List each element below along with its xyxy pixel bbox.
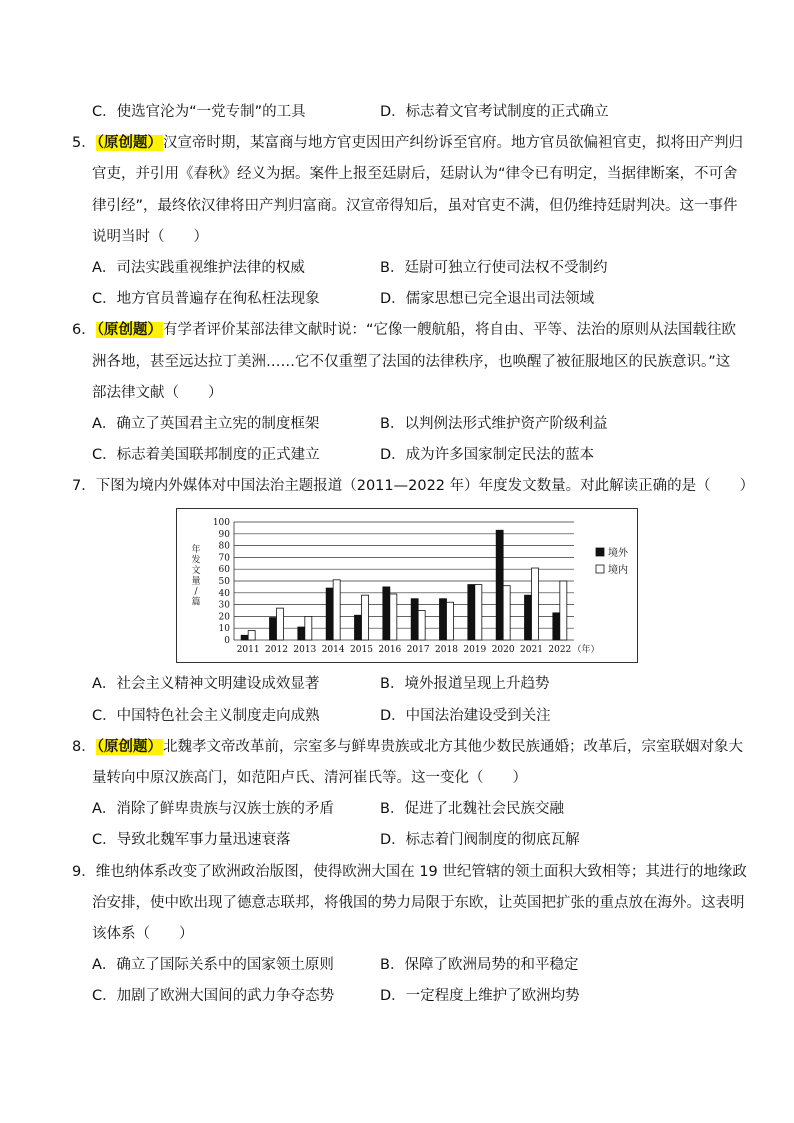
y-axis-label-char: / xyxy=(194,587,198,597)
y-tick-label: 100 xyxy=(212,518,230,528)
q6-option-b: B．以判例法形式维护资产阶级利益 xyxy=(380,416,608,432)
q9-stem-line3: 该体系（ ） xyxy=(92,926,194,942)
chart-svg xyxy=(176,508,638,663)
q8-option-d: D．标志着门阀制度的彻底瓦解 xyxy=(380,832,580,848)
q5-stem-line1: 汉宣帝时期，某富商与地方官吏因田产纠纷诉至官府。地方官员欲偏袒官吏，拟将田产判归 xyxy=(162,135,743,151)
q6-number: 6． xyxy=(72,322,96,338)
y-axis-label-char: 篇 xyxy=(191,597,201,608)
bar-domestic xyxy=(333,580,340,640)
y-tick-label: 0 xyxy=(224,636,230,646)
y-tick-label: 50 xyxy=(218,577,230,587)
q5-stem-line4: 说明当时（ ） xyxy=(92,229,208,245)
bar-domestic xyxy=(447,602,454,640)
bar-domestic xyxy=(277,608,284,640)
x-tick-label: 2013 xyxy=(293,645,317,655)
bar-domestic xyxy=(418,611,425,641)
y-axis-label-char: 年 xyxy=(191,545,201,555)
bar-overseas xyxy=(326,588,333,640)
q6-stem-line3: 部法律文献（ ） xyxy=(92,385,223,401)
q5-option-d: D．儒家思想已完全退出司法领域 xyxy=(380,291,595,307)
q9-option-c: C．加剧了欧洲大国间的武力争夺态势 xyxy=(92,988,335,1004)
q4-option-d: D．标志着文官考试制度的正式确立 xyxy=(380,104,609,120)
legend-swatch xyxy=(596,548,604,556)
bar-overseas xyxy=(355,615,362,640)
bar-domestic xyxy=(560,581,567,640)
q6-option-d: D．成为许多国家制定民法的蓝本 xyxy=(380,447,595,463)
q6-option-a: A．确立了英国君主立宪的制度框架 xyxy=(92,416,320,432)
x-tick-label: 2018 xyxy=(435,645,458,655)
bar-domestic xyxy=(305,616,312,640)
y-tick-label: 60 xyxy=(218,565,230,576)
bar-domestic xyxy=(390,594,397,640)
q6-stem-line2: 洲各地，甚至远达拉丁美洲……它不仅重塑了法国的法律秩序，也唤醒了被征服地区的民族意识。”这 xyxy=(92,354,731,370)
q6-first-line xyxy=(72,320,736,340)
legend-swatch xyxy=(596,565,604,573)
y-tick-label: 30 xyxy=(218,600,230,611)
q5-option-a: A．司法实践重视维护法律的权威 xyxy=(92,260,305,276)
q4-option-c: C．使选官沦为“一党专制”的工具 xyxy=(92,104,306,120)
q5-option-c: C．地方官员普遍存在徇私枉法现象 xyxy=(92,291,320,307)
q9-option-b: B．保障了欧洲局势的和平稳定 xyxy=(380,957,579,973)
x-tick-label: 2016 xyxy=(378,645,402,655)
bar-overseas xyxy=(496,530,503,640)
x-tick-label: 2014 xyxy=(321,645,345,655)
legend-label: 境外 xyxy=(608,548,628,559)
q8-option-c: C．导致北魏军事力量迅速衰落 xyxy=(92,832,291,848)
x-tick-label: 2019 xyxy=(463,645,487,655)
bar-domestic xyxy=(503,586,510,640)
q9-option-a: A．确立了国际关系中的国家领土原则 xyxy=(92,957,334,973)
q7-bar-chart xyxy=(176,508,638,663)
q6-stem-line1: 有学者评价某部法律文献时说：“它像一艘航船，将自由、平等、法治的原则从法国载往欧 xyxy=(162,322,736,338)
q7-option-c: C．中国特色社会主义制度走向成熟 xyxy=(92,708,320,724)
bar-overseas xyxy=(468,585,475,640)
q7-option-a: A．社会主义精神文明建设成效显著 xyxy=(92,676,320,692)
bar-overseas xyxy=(553,613,560,640)
bar-overseas xyxy=(270,618,277,640)
bar-overseas xyxy=(411,599,418,640)
q9-option-d: D．一定程度上维护了欧洲均势 xyxy=(380,988,580,1004)
q5-number: 5． xyxy=(72,135,96,151)
q6-option-c: C．标志着美国联邦制度的正式建立 xyxy=(92,447,320,463)
q5-first-line xyxy=(72,133,743,153)
q8-original-tag: （原创题） xyxy=(96,739,162,755)
x-tick-label: 2015 xyxy=(350,645,373,655)
q9-stem-line1: 9．维也纳体系改变了欧洲政治版图，使得欧洲大国在 19 世纪管辖的领土面积大致相等；其进行的地缘政 xyxy=(72,864,747,880)
y-axis-label-char: 量 xyxy=(191,576,201,587)
bar-overseas xyxy=(525,595,532,640)
bar-overseas xyxy=(383,587,390,640)
y-tick-label: 10 xyxy=(218,624,230,635)
x-tick-label: 2022 xyxy=(548,645,572,655)
x-tick-label: 2017 xyxy=(406,645,430,655)
bar-domestic xyxy=(248,631,255,640)
y-tick-label: 20 xyxy=(218,612,230,623)
q8-stem-line1: 北魏孝文帝改革前，宗室多与鲜卑贵族或北方其他少数民族通婚；改革后，宗室联姻对象大 xyxy=(162,739,743,755)
x-tick-label: 2021 xyxy=(520,645,543,655)
q5-stem-line3: 律引经”，最终依汉律将田产判归富商。汉宣帝得知后，虽对官吏不满，但仍维持廷尉判决。这一事件 xyxy=(92,198,738,214)
bar-domestic xyxy=(475,585,482,640)
q5-stem-line2: 官吏，并引用《春秋》经义为据。案件上报至廷尉后，廷尉认为“律令已有明定，当据律断案，不可舍 xyxy=(92,166,738,182)
q9-stem-line2: 治安排，使中欧出现了德意志联邦，将俄国的势力局限于东欧，让英国把扩张的重点放在海外。这表明 xyxy=(92,895,745,911)
x-tick-label: 2012 xyxy=(265,645,288,655)
q8-number: 8． xyxy=(72,739,96,755)
x-axis-unit: （年） xyxy=(572,645,600,655)
q7-stem: 7．下图为境内外媒体对中国法治主题报道（2011—2022 年）年度发文数量。对此解读正确的是（ ） xyxy=(72,478,755,494)
y-tick-label: 70 xyxy=(218,553,230,564)
bar-domestic xyxy=(532,568,539,640)
q5-option-b: B．廷尉可独立行使司法权不受制约 xyxy=(380,260,608,276)
y-tick-label: 40 xyxy=(218,588,230,599)
x-tick-label: 2011 xyxy=(236,645,260,655)
bar-domestic xyxy=(362,595,369,640)
x-tick-label: 2020 xyxy=(491,645,515,655)
y-axis-label-char: 发 xyxy=(191,555,201,566)
y-tick-label: 80 xyxy=(218,541,230,552)
q8-option-b: B．促进了北魏社会民族交融 xyxy=(380,801,564,817)
y-axis-label-char: 文 xyxy=(191,566,201,576)
q8-stem-line2: 量转向中原汉族高门，如范阳卢氏、清河崔氏等。这一变化（ ） xyxy=(92,770,527,786)
q7-option-b: B．境外报道呈现上升趋势 xyxy=(380,676,550,692)
q8-first-line xyxy=(72,737,743,757)
q7-option-d: D．中国法治建设受到关注 xyxy=(380,708,551,724)
bar-overseas xyxy=(440,599,447,640)
y-tick-label: 90 xyxy=(218,529,230,540)
legend-label: 境内 xyxy=(608,565,628,576)
q5-original-tag: （原创题） xyxy=(96,135,162,151)
q6-original-tag: （原创题） xyxy=(96,322,162,338)
q8-option-a: A．消除了鲜卑贵族与汉族士族的矛盾 xyxy=(92,801,334,817)
bar-overseas xyxy=(298,627,305,640)
bar-overseas xyxy=(241,635,248,640)
